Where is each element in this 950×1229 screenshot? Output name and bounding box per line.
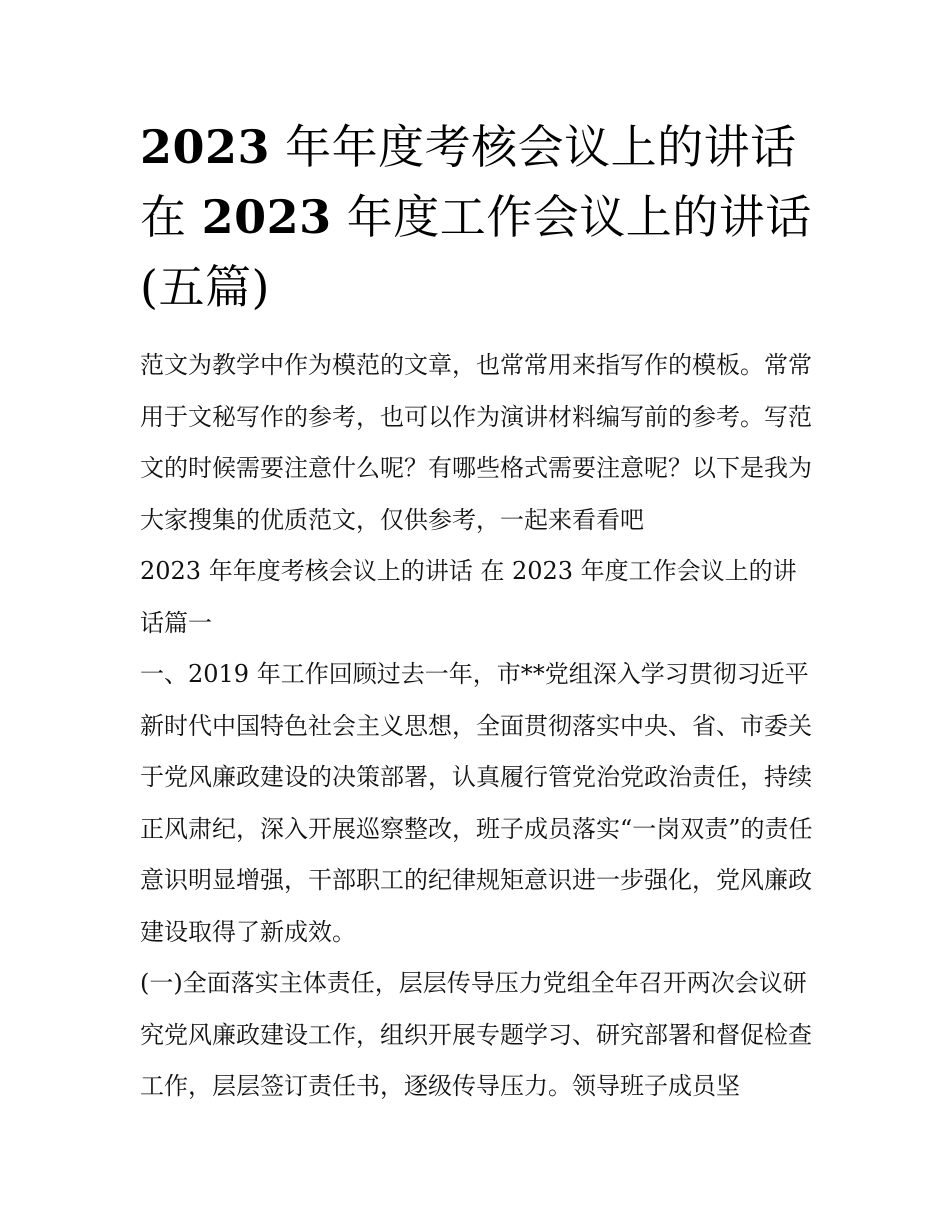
title-line-2 (140, 182, 816, 252)
title-text: (五篇) (140, 260, 270, 314)
title-line-1 (140, 112, 816, 182)
document-title (140, 112, 816, 322)
title-prefix: 在 (140, 190, 187, 244)
body-paragraph: (一)全面落实主体责任，层层传导压力党组全年召开两次会议研究党风廉政建设工作，组织开展专题学习、研究部署和督促检查工作，层层签订责任书，逐级传导压力。领导班子成员坚 (140, 969, 812, 1100)
section-heading: 2023 年年度考核会议上的讲话 在 2023 年度工作会议上的讲话篇一 (140, 557, 797, 637)
intro-paragraph: 范文为教学中作为模范的文章，也常常用来指写作的模板。常常用于文秘写作的参考，也可以作为演讲材料编写前的参考。写范文的时候需要注意什么呢？有哪些格式需要注意呢？以下是我为大家搜集的优质范文，仅供参考，一起来看看吧 (140, 351, 812, 534)
title-text: 年度工作会议上的讲话 (346, 190, 812, 244)
document-body (140, 112, 816, 1113)
title-year: 2023 (140, 120, 271, 174)
body-paragraph: 一、2019 年工作回顾过去一年，市**党组深入学习贯彻习近平新时代中国特色社会主义思想，全面贯彻落实中央、省、市委关于党风廉政建设的决策部署，认真履行管党治党政治责任，持续正风肃纪，深入开展巡察整改，班子成员落实“一岗双责”的责任意识明显增强，干部职工的纪律规矩意识进一步强化，党风廉政建设取得了新成效。 (140, 660, 813, 946)
title-text: 年年度考核会议上的讲话 (285, 120, 797, 174)
title-year: 2023 (201, 190, 332, 244)
title-line-3 (140, 252, 816, 322)
